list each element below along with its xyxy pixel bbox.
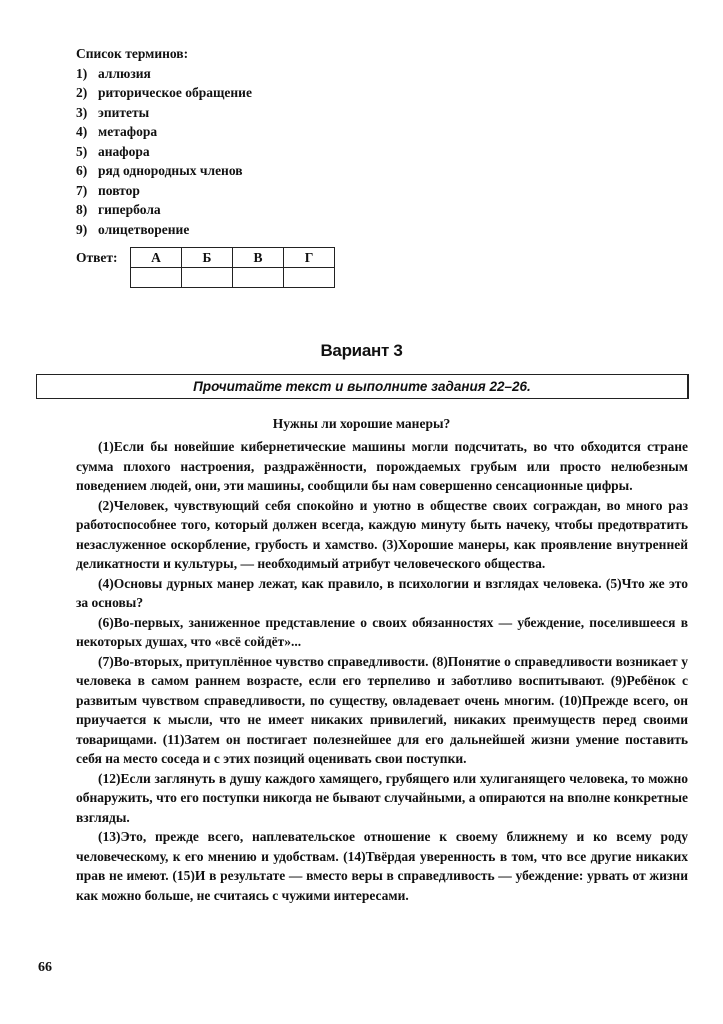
instruction-text: Прочитайте текст и выполните задания 22–26. <box>193 379 531 394</box>
answer-column-a: А <box>131 248 182 268</box>
term-label: ряд однородных членов <box>98 163 243 178</box>
term-label: риторическое обращение <box>98 85 252 100</box>
term-label: аллюзия <box>98 65 151 81</box>
term-number: 8) <box>76 202 88 217</box>
page-number: 66 <box>38 960 52 975</box>
paragraph: (7)Во-вторых, притуплённое чувство справедливости. (8)Понятие о справедливости возникает у человека в самом раннем возрасте, если его терпеливо и заботливо воспитывают. (9)Ребёнок с развитым чувством справедливости, по существу, овладевает очень многим. (10)Прежде всего, он приучается к мысли, что не имеет никаких привилегий, никаких преимуществ перед своими товарищами. (11)Затем он постигает полезнейшее для его дальнейшей жизни умение поставить себя на место соседа и с этих позиций оценивать свои поступки. <box>76 653 688 766</box>
answer-values-row <box>131 268 335 288</box>
term-item <box>76 181 252 201</box>
term-item <box>76 83 252 103</box>
answer-cell-g[interactable] <box>284 268 335 288</box>
term-item <box>76 200 252 220</box>
term-number: 1) <box>76 65 88 81</box>
term-number: 3) <box>76 104 88 120</box>
text-title: Нужны ли хорошие манеры? <box>272 416 451 431</box>
instruction-box <box>36 374 689 399</box>
answer-column-b: Б <box>182 248 233 268</box>
term-item <box>76 122 252 142</box>
paragraph: (4)Основы дурных манер лежат, как правило, в психологии и взглядах человека. (5)Что же это за основы? <box>76 575 688 610</box>
paragraph: (12)Если заглянуть в душу каждого хамящего, грубящего или хулиганящего человека, то можно обнаружить, что его поступки никогда не бывают случайными, а опираются на вполне конкретные взгляды. <box>76 770 688 825</box>
term-label: повтор <box>98 182 140 198</box>
term-item <box>76 64 252 84</box>
answer-section <box>76 247 335 288</box>
terms-list <box>76 64 252 240</box>
terms-list-section <box>76 44 252 239</box>
term-label: анафора <box>98 143 150 159</box>
term-label: эпитеты <box>98 104 150 120</box>
answer-column-v: В <box>233 248 284 268</box>
term-label: гипербола <box>98 202 161 217</box>
term-item <box>76 142 252 162</box>
paragraph: (13)Это, прежде всего, наплевательское отношение к своему ближнему и ко всему роду человеческому, к его мнению и удобствам. (14)Твёрдая уверенность в том, что все другие никаких прав не имеют. (15)И в результате — вместо веры в справедливость — убеждение: урвать от жизни как можно больше, не считаясь с чужими интересами. <box>76 829 688 903</box>
term-number: 4) <box>76 124 88 139</box>
answer-cell-a[interactable] <box>131 268 182 288</box>
terms-heading: Список терминов: <box>76 46 189 61</box>
paragraph: (2)Человек, чувствующий себя спокойно и уютно в обществе своих сограждан, во много раз работоспособнее того, который должен всегда, каждую минуту быть начеку, чтобы предотвратить незаслуженное оскорбление, грубость и хамство. (3)Хорошие манеры, как проявление внутренней деликатности и культуры, — необходимый атрибут человеческого общества. <box>76 497 688 571</box>
term-item <box>76 103 252 123</box>
term-label: олицетворение <box>98 221 190 237</box>
answer-column-g: Г <box>284 248 335 268</box>
answer-table <box>130 247 335 288</box>
answer-cell-v[interactable] <box>233 268 284 288</box>
term-number: 7) <box>76 182 88 198</box>
answer-label: Ответ: <box>76 250 118 265</box>
term-number: 9) <box>76 221 88 237</box>
term-label: метафора <box>98 124 158 139</box>
variant-title: Вариант 3 <box>320 341 403 360</box>
answer-header-row <box>131 248 335 268</box>
term-number: 2) <box>76 85 88 100</box>
term-number: 6) <box>76 163 88 178</box>
passage <box>76 437 688 905</box>
term-number: 5) <box>76 143 88 159</box>
term-item <box>76 161 252 181</box>
paragraph: (1)Если бы новейшие кибернетические машины могли подсчитать, во что обходится стране сумма плохого настроения, раздражённости, порождаемых грубым или просто нелюбезным поведением людей, они, эти машины, сообщили бы нам совершенно сенсационные цифры. <box>76 439 688 493</box>
paragraph: (6)Во-первых, заниженное представление о своих обязанностях — убеждение, поселившееся в некоторых душах, что «всё сойдёт»... <box>76 614 688 649</box>
term-item <box>76 220 252 240</box>
answer-cell-b[interactable] <box>182 268 233 288</box>
